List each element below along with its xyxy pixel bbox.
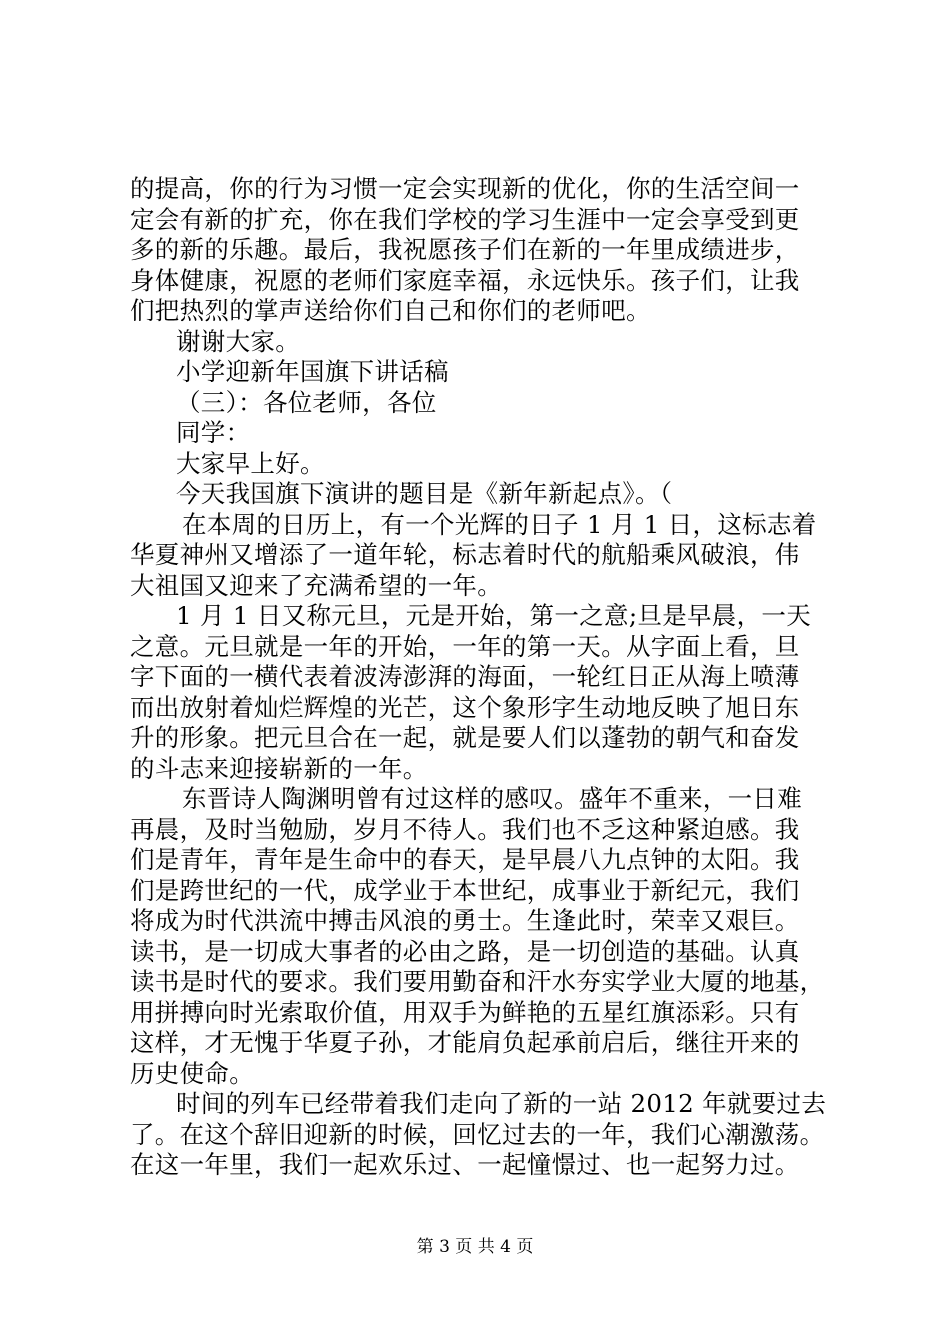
text-line: 今天我国旗下演讲的题目是《新年新起点》。（	[176, 479, 673, 508]
text-line: 将成为时代洪流中搏击风浪的勇士。生逢此时，荣幸又艰巨。	[130, 906, 800, 935]
page-number-footer: 第 3 页 共 4 页	[416, 1237, 534, 1257]
text-line: 之意。元旦就是一年的开始，一年的第一天。从字面上看，旦	[130, 631, 800, 661]
text-line: 了。在这个辞旧迎新的时候，回忆过去的一年，我们心潮激荡。	[130, 1119, 825, 1149]
text-line: 定会有新的扩充，你在我们学校的学习生涯中一定会享受到更	[130, 204, 800, 234]
text-line: 们是跨世纪的一代，成学业于本世纪，成事业于新纪元，我们	[130, 875, 800, 905]
text-line: 大祖国又迎来了充满希望的一年。	[130, 570, 502, 600]
text-line: 在本周的日历上，有一个光辉的日子 1 月 1 日，这标志着	[182, 509, 817, 539]
text-line: 再晨，及时当勉励，岁月不待人。我们也不乏这种紧迫感。我	[130, 814, 800, 844]
text-line: 而出放射着灿烂辉煌的光芒，这个象形字生动地反映了旭日东	[130, 692, 800, 722]
text-line: 1 月 1 日又称元旦，元是开始，第一之意;旦是早晨，一天	[176, 601, 811, 630]
text-line: 东晋诗人陶渊明曾有过这样的感叹。盛年不重来，一日难	[182, 784, 802, 813]
text-line: 谢谢大家。	[176, 326, 300, 356]
text-line: 的提高，你的行为习惯一定会实现新的优化，你的生活空间一	[130, 174, 800, 203]
text-line: 字下面的一横代表着波涛澎湃的海面，一轮红日正从海上喷薄	[130, 662, 800, 691]
text-line: 在这一年里，我们一起欢乐过、一起憧憬过、也一起努力过。	[130, 1150, 800, 1179]
text-line: 们是青年，青年是生命中的春天，是早晨八九点钟的太阳。我	[130, 845, 800, 874]
text-line: 这样，才无愧于华夏子孙，才能肩负起承前启后，继往开来的	[130, 1028, 800, 1057]
text-line: 时间的列车已经带着我们走向了新的一站 2012 年就要过去	[176, 1089, 827, 1118]
text-line: 同学：	[176, 418, 251, 447]
text-line: 历史使命。	[130, 1058, 254, 1088]
text-line: 华夏神州又增添了一道年轮，标志着时代的航船乘风破浪，伟	[130, 540, 800, 569]
text-line: （三）：各位老师，各位	[176, 387, 437, 417]
text-line: 读书，是一切成大事者的必由之路，是一切创造的基础。认真	[130, 936, 800, 966]
text-line: 读书是时代的要求。我们要用勤奋和汗水夯实学业大厦的地基，	[130, 967, 825, 996]
text-line: 多的新的乐趣。最后，我祝愿孩子们在新的一年里成绩进步，	[130, 235, 800, 264]
text-line: 用拼搏向时光索取价值，用双手为鲜艳的五星红旗添彩。只有	[130, 997, 800, 1027]
section-title: 小学迎新年国旗下讲话稿	[176, 357, 449, 386]
text-line: 升的形象。把元旦合在一起，就是要人们以蓬勃的朝气和奋发	[130, 723, 800, 752]
text-line: 们把热烈的掌声送给你们自己和你们的老师吧。	[130, 296, 651, 325]
document-body	[130, 174, 830, 1181]
text-line: 身体健康，祝愿的老师们家庭幸福，永远快乐。孩子们，让我	[130, 265, 800, 295]
text-line: 的斗志来迎接崭新的一年。	[130, 753, 428, 783]
text-line: 大家早上好。	[176, 448, 325, 478]
